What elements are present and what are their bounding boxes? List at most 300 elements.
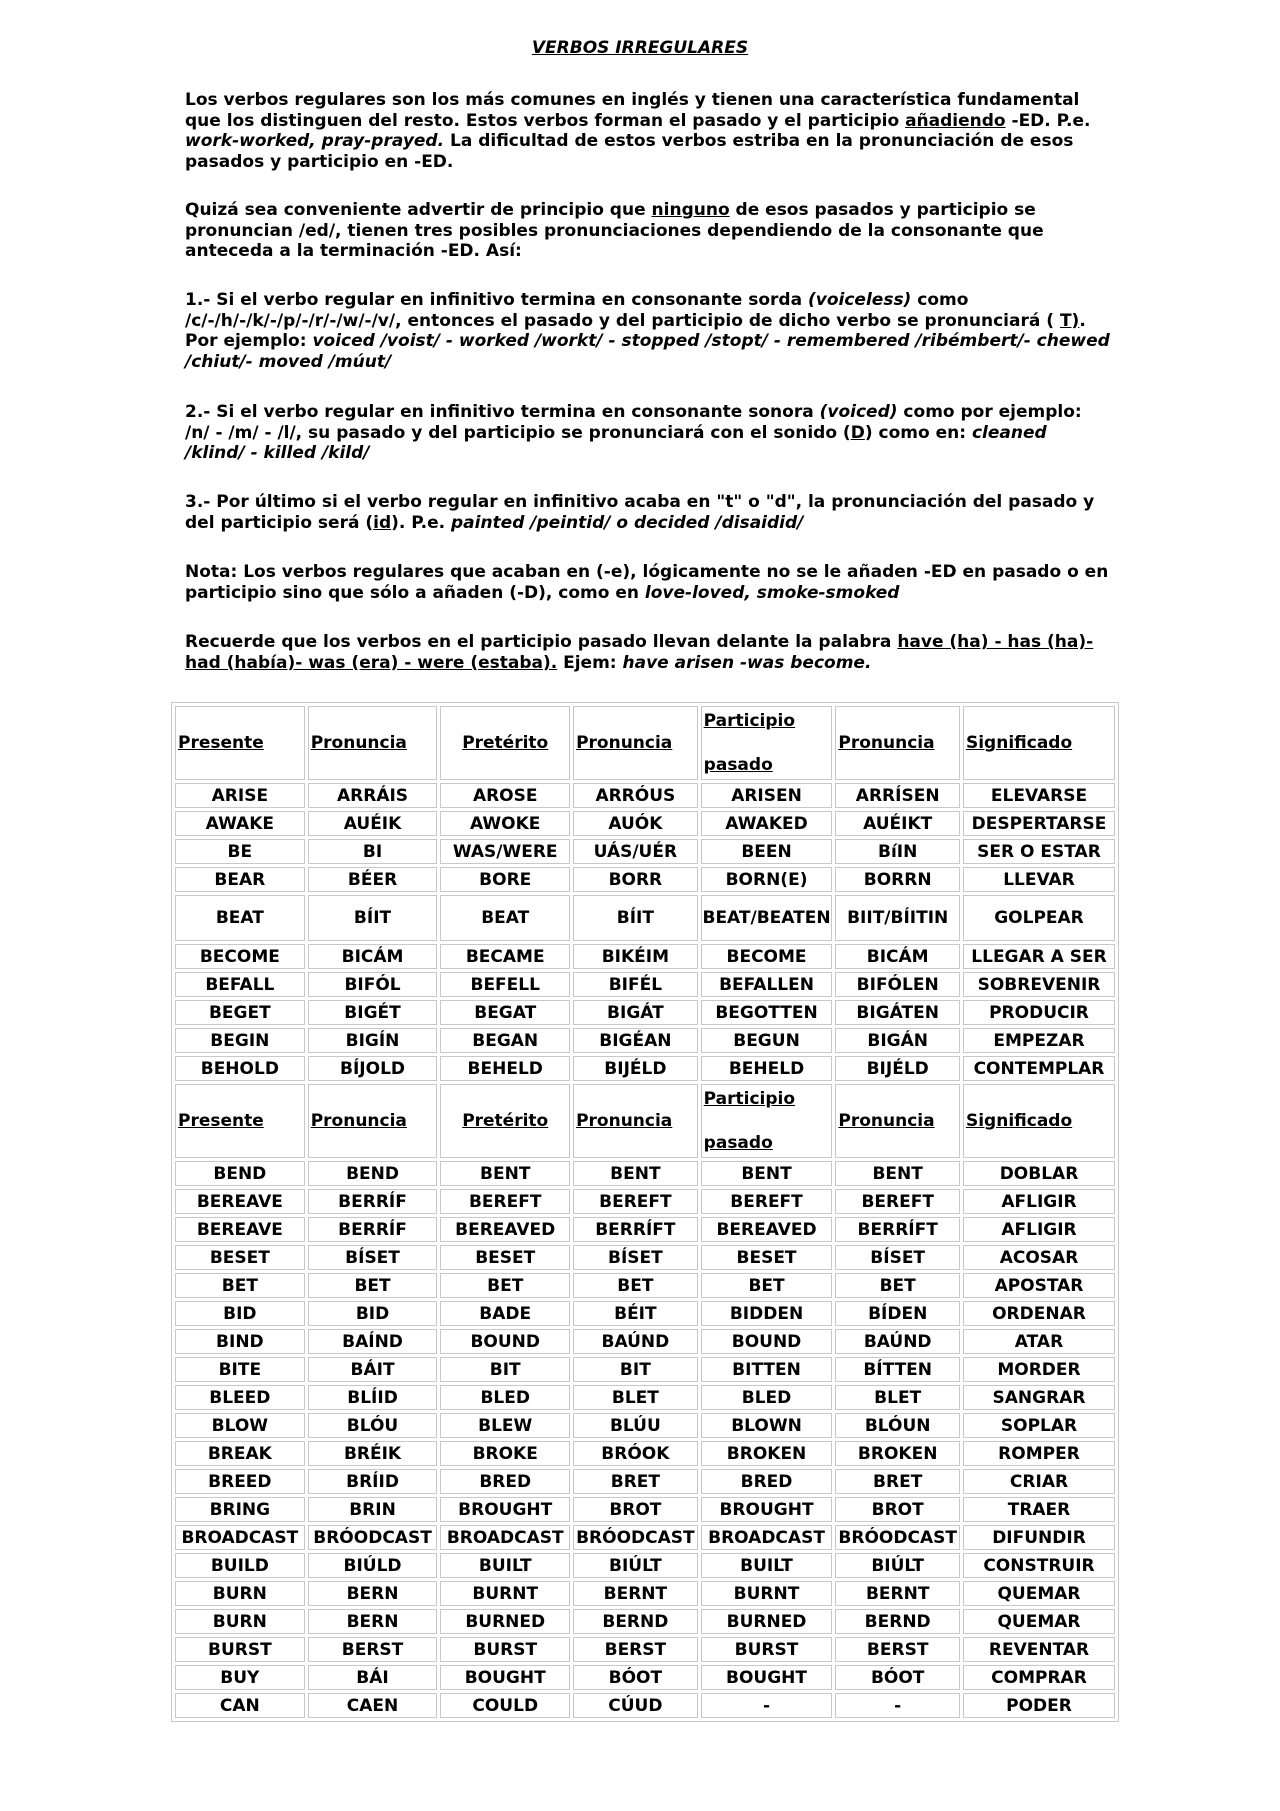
cell-participio: BURST <box>701 1637 833 1662</box>
cell-preterito: BET <box>440 1273 570 1298</box>
cell-pronuncia-presente: BLÓU <box>308 1413 438 1438</box>
cell-significado: SER O ESTAR <box>963 839 1115 864</box>
table-header-row <box>175 1084 1115 1158</box>
text-run: de esos pasados y participio se pronuncian /ed/, tienen tres posibles pronunciaciones dependiendo de la consonante que anteceda a la terminación -ED. Así: <box>185 200 1044 261</box>
document-title: VERBOS IRREGULARES <box>531 38 749 58</box>
cell-pronuncia-presente: BI <box>308 839 438 864</box>
cell-presente: BEAR <box>175 867 305 892</box>
cell-preterito: BROKE <box>440 1441 570 1466</box>
underlined-text: D <box>850 422 865 443</box>
cell-significado: COMPRAR <box>963 1665 1115 1690</box>
cell-preterito: BEHELD <box>440 1056 570 1081</box>
table-row <box>175 1413 1115 1438</box>
text-run: Recuerde que los verbos en el participio pasado llevan delante la palabra <box>185 632 898 652</box>
header-pronuncia-preterito: Pronuncia <box>573 706 698 780</box>
table-row <box>175 1637 1115 1662</box>
header-label-line: pasado <box>703 755 773 775</box>
cell-participio: BESET <box>701 1245 833 1270</box>
cell-significado: QUEMAR <box>963 1609 1115 1634</box>
cell-preterito: BEGAN <box>440 1028 570 1053</box>
cell-pronuncia-presente: BIÚLD <box>308 1553 438 1578</box>
table-row <box>175 1497 1115 1522</box>
cell-pronuncia-preterito: BIFÉL <box>573 972 698 997</box>
header-pronuncia-presente: Pronuncia <box>308 1084 438 1158</box>
cell-significado: LLEGAR A SER <box>963 944 1115 969</box>
cell-participio: BOUGHT <box>701 1665 833 1690</box>
text-run: ). P.e. <box>391 512 451 533</box>
cell-participio: BUILT <box>701 1553 833 1578</box>
cell-presente: BLEED <box>175 1385 305 1410</box>
cell-participio: BURNED <box>701 1609 833 1634</box>
cell-pronuncia-participio: BRET <box>835 1469 960 1494</box>
cell-significado: CONTEMPLAR <box>963 1056 1115 1081</box>
cell-pronuncia-presente: BÁIT <box>308 1357 438 1382</box>
text-run: ) como en: <box>864 422 972 443</box>
cell-significado: SOBREVENIR <box>963 972 1115 997</box>
cell-pronuncia-participio: BíIN <box>835 839 960 864</box>
cell-presente: ARISE <box>175 783 305 808</box>
cell-pronuncia-participio: BLET <box>835 1385 960 1410</box>
table-row <box>175 1553 1115 1578</box>
cell-significado: SOPLAR <box>963 1413 1115 1438</box>
cell-pronuncia-presente: BIGÉT <box>308 1000 438 1025</box>
cell-participio: BRED <box>701 1469 833 1494</box>
cell-significado: GOLPEAR <box>963 895 1115 941</box>
cell-pronuncia-presente: BÍJOLD <box>308 1056 438 1081</box>
italic-example: work-worked, pray-prayed. <box>185 131 445 151</box>
italic-term: (voiced) <box>819 402 898 422</box>
cell-pronuncia-participio: BERNT <box>835 1581 960 1606</box>
cell-pronuncia-preterito: BROT <box>573 1497 698 1522</box>
table-row <box>175 1161 1115 1186</box>
cell-preterito: BURNED <box>440 1609 570 1634</box>
underlined-text: id <box>373 512 392 533</box>
table-row <box>175 1525 1115 1550</box>
cell-participio: BEEN <box>701 839 833 864</box>
header-significado: Significado <box>963 706 1115 780</box>
cell-significado: SANGRAR <box>963 1385 1115 1410</box>
cell-pronuncia-preterito: AUÓK <box>573 811 698 836</box>
cell-significado: CRIAR <box>963 1469 1115 1494</box>
cell-participio: BEREAVED <box>701 1217 833 1242</box>
paragraph-rule-2 <box>185 402 1110 464</box>
cell-pronuncia-presente: BERN <box>308 1581 438 1606</box>
table-row <box>175 1189 1115 1214</box>
cell-participio: BOUND <box>701 1329 833 1354</box>
cell-pronuncia-preterito: BIKÉIM <box>573 944 698 969</box>
cell-pronuncia-participio: BÍSET <box>835 1245 960 1270</box>
cell-significado: AFLIGIR <box>963 1217 1115 1242</box>
cell-significado: ELEVARSE <box>963 783 1115 808</box>
cell-preterito: BORE <box>440 867 570 892</box>
cell-pronuncia-presente: BRIN <box>308 1497 438 1522</box>
cell-preterito: BEAT <box>440 895 570 941</box>
cell-pronuncia-presente: BÁI <box>308 1665 438 1690</box>
table-row <box>175 944 1115 969</box>
cell-participio: BEAT/BEATEN <box>701 895 833 941</box>
cell-pronuncia-participio: BERND <box>835 1609 960 1634</box>
verbs-table-body <box>175 706 1115 1718</box>
cell-pronuncia-presente: AUÉIK <box>308 811 438 836</box>
cell-pronuncia-preterito: BIJÉLD <box>573 1056 698 1081</box>
cell-preterito: AROSE <box>440 783 570 808</box>
cell-pronuncia-participio: BROT <box>835 1497 960 1522</box>
header-pronuncia-presente: Pronuncia <box>308 706 438 780</box>
header-label-line: Participio <box>703 711 796 731</box>
table-row <box>175 1469 1115 1494</box>
cell-preterito: AWOKE <box>440 811 570 836</box>
table-row <box>175 867 1115 892</box>
header-pronuncia-participio: Pronuncia <box>835 1084 960 1158</box>
cell-presente: BURN <box>175 1581 305 1606</box>
cell-presente: BECOME <box>175 944 305 969</box>
cell-presente: CAN <box>175 1693 305 1718</box>
cell-pronuncia-preterito: BENT <box>573 1161 698 1186</box>
table-row <box>175 1056 1115 1081</box>
cell-preterito: BOUND <box>440 1329 570 1354</box>
cell-pronuncia-participio: - <box>835 1693 960 1718</box>
table-header-row <box>175 706 1115 780</box>
cell-pronuncia-preterito: BERNT <box>573 1581 698 1606</box>
underlined-text: T) <box>1059 310 1080 331</box>
underlined-text: añadiendo <box>905 110 1006 131</box>
cell-pronuncia-participio: BICÁM <box>835 944 960 969</box>
text-run: como /c/-/h/-/k/-/p/-/r/-/w/-/v/, entonces el pasado y del participio de dicho verbo se pronunciará ( <box>185 290 1060 331</box>
italic-example: have arisen -was become. <box>622 652 872 673</box>
text-run: Ejem: <box>557 652 623 673</box>
cell-pronuncia-participio: AUÉIKT <box>835 811 960 836</box>
cell-presente: BITE <box>175 1357 305 1382</box>
cell-preterito: BLEW <box>440 1413 570 1438</box>
cell-participio: BORN(E) <box>701 867 833 892</box>
cell-presente: BE <box>175 839 305 864</box>
cell-pronuncia-preterito: BLÚU <box>573 1413 698 1438</box>
table-row <box>175 1329 1115 1354</box>
table-row <box>175 839 1115 864</box>
cell-significado: ACOSAR <box>963 1245 1115 1270</box>
cell-preterito: BURNT <box>440 1581 570 1606</box>
header-label-line: Participio <box>703 1089 796 1109</box>
table-row <box>175 895 1115 941</box>
cell-participio: BECOME <box>701 944 833 969</box>
cell-preterito: BLED <box>440 1385 570 1410</box>
cell-presente: BEREAVE <box>175 1189 305 1214</box>
cell-pronuncia-preterito: UÁS/UÉR <box>573 839 698 864</box>
cell-pronuncia-presente: ARRÁIS <box>308 783 438 808</box>
text-run: . Por ejemplo: <box>185 310 1086 351</box>
cell-preterito: BEGAT <box>440 1000 570 1025</box>
cell-preterito: BOUGHT <box>440 1665 570 1690</box>
cell-pronuncia-participio: BET <box>835 1273 960 1298</box>
cell-participio: BET <box>701 1273 833 1298</box>
cell-pronuncia-participio: BÍDEN <box>835 1301 960 1326</box>
cell-participio: BURNT <box>701 1581 833 1606</box>
cell-pronuncia-participio: BRÓODCAST <box>835 1525 960 1550</box>
cell-pronuncia-preterito: BIGÁT <box>573 1000 698 1025</box>
cell-presente: BEHOLD <box>175 1056 305 1081</box>
cell-participio: BITTEN <box>701 1357 833 1382</box>
cell-pronuncia-presente: BRÓODCAST <box>308 1525 438 1550</box>
underlined-text: ninguno <box>651 200 730 220</box>
cell-pronuncia-preterito: BERST <box>573 1637 698 1662</box>
italic-example: painted /peintid/ o decided /disaidid/ <box>450 512 804 533</box>
cell-pronuncia-preterito: BÓOT <box>573 1665 698 1690</box>
cell-presente: BID <box>175 1301 305 1326</box>
cell-pronuncia-preterito: BET <box>573 1273 698 1298</box>
cell-preterito: BUILT <box>440 1553 570 1578</box>
cell-pronuncia-preterito: BÍIT <box>573 895 698 941</box>
cell-pronuncia-preterito: CÚUD <box>573 1693 698 1718</box>
paragraph-note <box>185 562 1110 603</box>
text-run: 3.- Por último si el verbo regular en infinitivo acaba en "t" o "d", la pronunciación del pasado y del participio será ( <box>185 492 1095 533</box>
italic-example: voiced /voist/ - worked /workt/ - stopped /stopt/ - remembered /ribémbert/- chewed /chiut/- moved /múut/ <box>185 331 1110 372</box>
cell-pronuncia-participio: BERST <box>835 1637 960 1662</box>
cell-presente: BUILD <box>175 1553 305 1578</box>
cell-preterito: BEFELL <box>440 972 570 997</box>
paragraph-rule-1 <box>185 290 1110 372</box>
cell-participio: ARISEN <box>701 783 833 808</box>
underlined-text: have (ha) - has (ha)- had (había)- was (era) - were (estaba). <box>185 632 1094 673</box>
cell-presente: BEGET <box>175 1000 305 1025</box>
header-pronuncia-participio: Pronuncia <box>835 706 960 780</box>
cell-pronuncia-presente: BRÍID <box>308 1469 438 1494</box>
text-run: Quizá sea conveniente advertir de principio que <box>185 200 652 220</box>
cell-pronuncia-participio: BIGÁN <box>835 1028 960 1053</box>
cell-pronuncia-preterito: BÍSET <box>573 1245 698 1270</box>
cell-pronuncia-participio: BÍTTEN <box>835 1357 960 1382</box>
text-run: Nota: Los verbos regulares que acaban en (-e), lógicamente no se le añaden -ED en pasado o en participio sino que sólo a añaden (-D), como en <box>185 562 1109 603</box>
table-row <box>175 1273 1115 1298</box>
cell-presente: BROADCAST <box>175 1525 305 1550</box>
cell-significado: DIFUNDIR <box>963 1525 1115 1550</box>
cell-pronuncia-participio: BIJÉLD <box>835 1056 960 1081</box>
cell-significado: DESPERTARSE <box>963 811 1115 836</box>
text-run: -ED. P.e. <box>1005 110 1091 131</box>
paragraph-reminder <box>185 632 1110 673</box>
cell-preterito: BEREFT <box>440 1189 570 1214</box>
cell-pronuncia-presente: CAEN <box>308 1693 438 1718</box>
cell-pronuncia-preterito: BLET <box>573 1385 698 1410</box>
table-row <box>175 1441 1115 1466</box>
cell-preterito: BECAME <box>440 944 570 969</box>
cell-presente: BEGIN <box>175 1028 305 1053</box>
cell-pronuncia-presente: BICÁM <box>308 944 438 969</box>
cell-pronuncia-presente: BÉER <box>308 867 438 892</box>
cell-pronuncia-preterito: BAÚND <box>573 1329 698 1354</box>
cell-significado: PODER <box>963 1693 1115 1718</box>
cell-preterito: COULD <box>440 1693 570 1718</box>
cell-participio: - <box>701 1693 833 1718</box>
cell-significado: DOBLAR <box>963 1161 1115 1186</box>
cell-pronuncia-presente: BID <box>308 1301 438 1326</box>
cell-pronuncia-participio: BERRÍFT <box>835 1217 960 1242</box>
cell-participio: BIDDEN <box>701 1301 833 1326</box>
cell-presente: BREED <box>175 1469 305 1494</box>
cell-presente: BIND <box>175 1329 305 1354</box>
table-row <box>175 1245 1115 1270</box>
cell-presente: BESET <box>175 1245 305 1270</box>
cell-participio: BEHELD <box>701 1056 833 1081</box>
cell-pronuncia-presente: BERN <box>308 1609 438 1634</box>
cell-participio: BROKEN <box>701 1441 833 1466</box>
italic-term: (voiceless) <box>808 290 912 310</box>
cell-significado: ATAR <box>963 1329 1115 1354</box>
cell-presente: BUY <box>175 1665 305 1690</box>
cell-significado: MORDER <box>963 1357 1115 1382</box>
table-row <box>175 1609 1115 1634</box>
cell-preterito: BROUGHT <box>440 1497 570 1522</box>
cell-participio: BLED <box>701 1385 833 1410</box>
cell-pronuncia-presente: BLÍID <box>308 1385 438 1410</box>
cell-pronuncia-preterito: BERRÍFT <box>573 1217 698 1242</box>
cell-pronuncia-presente: BERRÍF <box>308 1189 438 1214</box>
cell-participio: BEGUN <box>701 1028 833 1053</box>
cell-participio: BLOWN <box>701 1413 833 1438</box>
cell-preterito: BENT <box>440 1161 570 1186</box>
header-label-line: pasado <box>703 1133 773 1153</box>
cell-significado: ORDENAR <box>963 1301 1115 1326</box>
cell-preterito: BRED <box>440 1469 570 1494</box>
cell-participio: BENT <box>701 1161 833 1186</box>
cell-preterito: BEREAVED <box>440 1217 570 1242</box>
table-row <box>175 1581 1115 1606</box>
table-row <box>175 1000 1115 1025</box>
table-row <box>175 1217 1115 1242</box>
cell-pronuncia-preterito: BIT <box>573 1357 698 1382</box>
header-preterito: Pretérito <box>440 706 570 780</box>
cell-presente: BLOW <box>175 1413 305 1438</box>
table-row <box>175 1385 1115 1410</box>
header-preterito: Pretérito <box>440 1084 570 1158</box>
cell-presente: BURN <box>175 1609 305 1634</box>
cell-pronuncia-preterito: BORR <box>573 867 698 892</box>
cell-significado: LLEVAR <box>963 867 1115 892</box>
cell-significado: EMPEZAR <box>963 1028 1115 1053</box>
cell-pronuncia-preterito: BRET <box>573 1469 698 1494</box>
cell-pronuncia-presente: BRÉIK <box>308 1441 438 1466</box>
cell-pronuncia-presente: BAÍND <box>308 1329 438 1354</box>
cell-pronuncia-preterito: BEREFT <box>573 1189 698 1214</box>
cell-participio: AWAKED <box>701 811 833 836</box>
table-row <box>175 811 1115 836</box>
cell-pronuncia-participio: BIIT/BÍITIN <box>835 895 960 941</box>
text-run: como por ejemplo: /n/ - /m/ - /l/, su pasado y del participio se pronunciará con el sonido ( <box>185 402 1082 443</box>
cell-pronuncia-presente: BEND <box>308 1161 438 1186</box>
cell-participio: BROADCAST <box>701 1525 833 1550</box>
cell-significado: CONSTRUIR <box>963 1553 1115 1578</box>
cell-presente: BEAT <box>175 895 305 941</box>
cell-pronuncia-presente: BET <box>308 1273 438 1298</box>
cell-pronuncia-participio: BROKEN <box>835 1441 960 1466</box>
cell-significado: TRAER <box>963 1497 1115 1522</box>
cell-pronuncia-presente: BERST <box>308 1637 438 1662</box>
cell-participio: BROUGHT <box>701 1497 833 1522</box>
cell-preterito: BESET <box>440 1245 570 1270</box>
cell-significado: QUEMAR <box>963 1581 1115 1606</box>
cell-preterito: WAS/WERE <box>440 839 570 864</box>
table-row <box>175 783 1115 808</box>
cell-pronuncia-preterito: BRÓODCAST <box>573 1525 698 1550</box>
cell-significado: REVENTAR <box>963 1637 1115 1662</box>
cell-pronuncia-preterito: BRÓOK <box>573 1441 698 1466</box>
cell-pronuncia-participio: ARRÍSEN <box>835 783 960 808</box>
header-presente: Presente <box>175 1084 305 1158</box>
cell-pronuncia-presente: BIFÓL <box>308 972 438 997</box>
cell-significado: APOSTAR <box>963 1273 1115 1298</box>
cell-significado: PRODUCIR <box>963 1000 1115 1025</box>
cell-pronuncia-preterito: BÉIT <box>573 1301 698 1326</box>
table-row <box>175 1665 1115 1690</box>
cell-participio: BEFALLEN <box>701 972 833 997</box>
cell-presente: BRING <box>175 1497 305 1522</box>
cell-significado: AFLIGIR <box>963 1189 1115 1214</box>
cell-pronuncia-participio: BÓOT <box>835 1665 960 1690</box>
cell-pronuncia-participio: BAÚND <box>835 1329 960 1354</box>
table-row <box>175 1301 1115 1326</box>
header-significado: Significado <box>963 1084 1115 1158</box>
paragraph-pronunciation-intro <box>185 200 1110 262</box>
cell-presente: BREAK <box>175 1441 305 1466</box>
cell-pronuncia-presente: BÍIT <box>308 895 438 941</box>
cell-presente: BEREAVE <box>175 1217 305 1242</box>
cell-pronuncia-participio: BLÓUN <box>835 1413 960 1438</box>
cell-preterito: BURST <box>440 1637 570 1662</box>
irregular-verbs-table <box>171 702 1119 1722</box>
text-run: 1.- Si el verbo regular en infinitivo termina en consonante sorda <box>185 290 808 310</box>
cell-pronuncia-presente: BERRÍF <box>308 1217 438 1242</box>
cell-pronuncia-presente: BÍSET <box>308 1245 438 1270</box>
cell-pronuncia-presente: BIGÍN <box>308 1028 438 1053</box>
cell-pronuncia-preterito: ARRÓUS <box>573 783 698 808</box>
header-participio-pasado <box>701 706 833 780</box>
table-row <box>175 1028 1115 1053</box>
header-presente: Presente <box>175 706 305 780</box>
cell-pronuncia-preterito: BERND <box>573 1609 698 1634</box>
paragraph-regular-verbs <box>185 90 1110 172</box>
paragraph-rule-3 <box>185 492 1110 533</box>
cell-pronuncia-participio: BIÚLT <box>835 1553 960 1578</box>
cell-significado: ROMPER <box>963 1441 1115 1466</box>
cell-pronuncia-participio: BIGÁTEN <box>835 1000 960 1025</box>
cell-presente: BEND <box>175 1161 305 1186</box>
cell-pronuncia-preterito: BIÚLT <box>573 1553 698 1578</box>
text-run: La dificultad de estos verbos estriba en la pronunciación de esos pasados y participio en -ED. <box>185 131 1074 172</box>
header-participio-pasado <box>701 1084 833 1158</box>
table-row <box>175 972 1115 997</box>
cell-pronuncia-participio: BENT <box>835 1161 960 1186</box>
cell-preterito: BADE <box>440 1301 570 1326</box>
cell-preterito: BROADCAST <box>440 1525 570 1550</box>
text-run: Los verbos regulares son los más comunes en inglés y tienen una característica fundamental que los distinguen del resto. Estos verbos forman el pasado y el participio <box>185 90 1080 131</box>
table-row <box>175 1693 1115 1718</box>
cell-pronuncia-participio: BORRN <box>835 867 960 892</box>
header-pronuncia-preterito: Pronuncia <box>573 1084 698 1158</box>
table-row <box>175 1357 1115 1382</box>
cell-pronuncia-preterito: BIGÉAN <box>573 1028 698 1053</box>
cell-presente: BURST <box>175 1637 305 1662</box>
cell-presente: AWAKE <box>175 811 305 836</box>
cell-participio: BEGOTTEN <box>701 1000 833 1025</box>
cell-presente: BEFALL <box>175 972 305 997</box>
italic-example: cleaned /klind/ - killed /kild/ <box>185 422 1047 463</box>
cell-participio: BEREFT <box>701 1189 833 1214</box>
cell-pronuncia-participio: BIFÓLEN <box>835 972 960 997</box>
cell-presente: BET <box>175 1273 305 1298</box>
text-run: 2.- Si el verbo regular en infinitivo termina en consonante sonora <box>185 402 820 422</box>
italic-example: love-loved, smoke-smoked <box>644 582 900 603</box>
cell-pronuncia-participio: BEREFT <box>835 1189 960 1214</box>
cell-preterito: BIT <box>440 1357 570 1382</box>
